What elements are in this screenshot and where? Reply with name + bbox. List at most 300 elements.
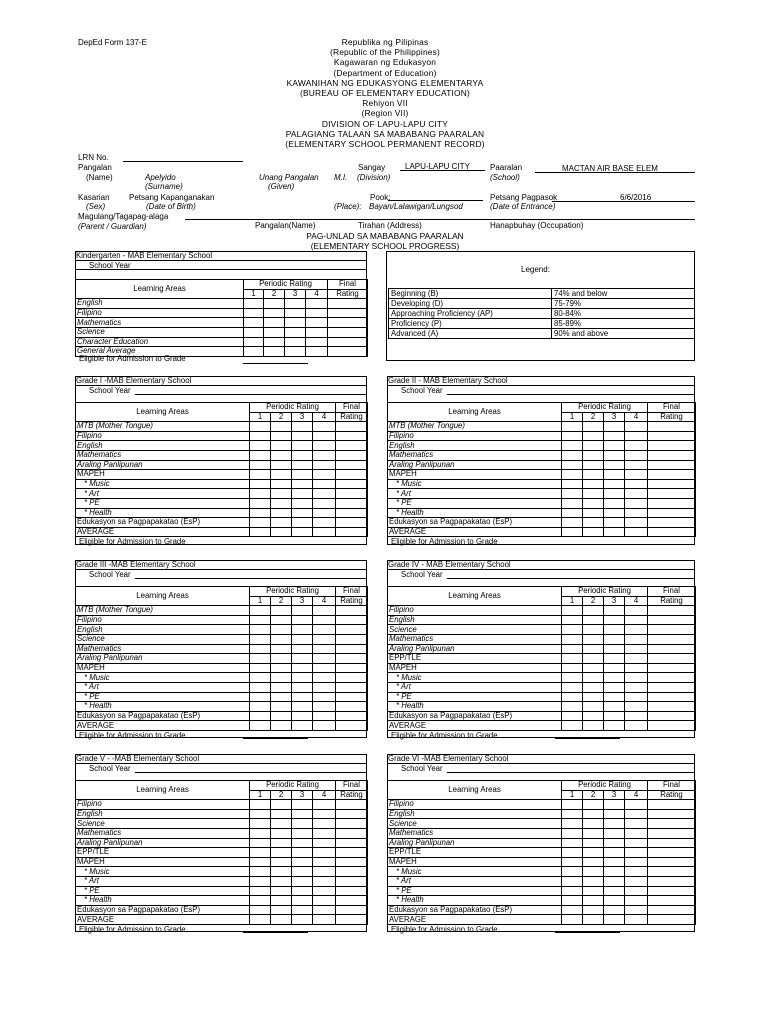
quarter-rating-cell[interactable] [583,886,604,896]
quarter-rating-cell[interactable] [313,470,336,480]
quarter-rating-cell[interactable] [562,441,583,451]
final-rating-cell[interactable] [328,337,368,347]
quarter-rating-cell[interactable] [250,721,271,731]
quarter-rating-cell[interactable] [313,625,336,635]
quarter-rating-cell[interactable] [313,682,336,692]
quarter-rating-cell[interactable] [313,809,336,819]
final-rating-cell[interactable] [648,615,696,625]
quarter-rating-cell[interactable] [583,721,604,731]
quarter-rating-cell[interactable] [625,654,648,664]
quarter-rating-cell[interactable] [250,654,271,664]
quarter-rating-cell[interactable] [625,809,648,819]
quarter-rating-cell[interactable] [244,337,264,347]
quarter-rating-cell[interactable] [625,905,648,915]
final-rating-cell[interactable] [336,441,368,451]
quarter-rating-cell[interactable] [604,422,625,432]
quarter-rating-cell[interactable] [583,663,604,673]
quarter-rating-cell[interactable] [583,682,604,692]
quarter-rating-cell[interactable] [604,838,625,848]
quarter-rating-cell[interactable] [250,692,271,702]
quarter-rating-cell[interactable] [250,625,271,635]
quarter-rating-cell[interactable] [562,896,583,906]
quarter-rating-cell[interactable] [604,508,625,518]
quarter-rating-cell[interactable] [625,518,648,528]
final-rating-cell[interactable] [648,606,696,616]
quarter-rating-cell[interactable] [292,673,313,683]
final-rating-cell[interactable] [336,431,368,441]
quarter-rating-cell[interactable] [292,809,313,819]
quarter-rating-cell[interactable] [313,460,336,470]
final-rating-cell[interactable] [336,711,368,721]
quarter-rating-cell[interactable] [562,682,583,692]
quarter-rating-cell[interactable] [250,441,271,451]
quarter-rating-cell[interactable] [313,886,336,896]
quarter-rating-cell[interactable] [313,422,336,432]
quarter-rating-cell[interactable] [604,800,625,810]
quarter-rating-cell[interactable] [285,347,306,357]
quarter-rating-cell[interactable] [625,450,648,460]
quarter-rating-cell[interactable] [313,876,336,886]
quarter-rating-cell[interactable] [562,634,583,644]
quarter-rating-cell[interactable] [250,896,271,906]
final-rating-cell[interactable] [648,422,696,432]
quarter-rating-cell[interactable] [625,828,648,838]
quarter-rating-cell[interactable] [271,682,292,692]
quarter-rating-cell[interactable] [244,318,264,328]
quarter-rating-cell[interactable] [562,422,583,432]
final-rating-cell[interactable] [648,654,696,664]
quarter-rating-cell[interactable] [562,692,583,702]
final-rating-cell[interactable] [336,654,368,664]
final-rating-cell[interactable] [336,896,368,906]
quarter-rating-cell[interactable] [313,857,336,867]
final-rating-cell[interactable] [648,905,696,915]
quarter-rating-cell[interactable] [604,896,625,906]
quarter-rating-cell[interactable] [583,508,604,518]
final-rating-cell[interactable] [336,606,368,616]
quarter-rating-cell[interactable] [625,886,648,896]
final-rating-cell[interactable] [648,431,696,441]
quarter-rating-cell[interactable] [583,431,604,441]
quarter-rating-cell[interactable] [604,644,625,654]
quarter-rating-cell[interactable] [583,625,604,635]
quarter-rating-cell[interactable] [250,915,271,925]
final-rating-cell[interactable] [648,800,696,810]
final-rating-cell[interactable] [648,498,696,508]
final-rating-cell[interactable] [336,682,368,692]
quarter-rating-cell[interactable] [604,518,625,528]
quarter-rating-cell[interactable] [292,915,313,925]
quarter-rating-cell[interactable] [250,663,271,673]
quarter-rating-cell[interactable] [250,673,271,683]
quarter-rating-cell[interactable] [562,838,583,848]
quarter-rating-cell[interactable] [271,905,292,915]
quarter-rating-cell[interactable] [271,711,292,721]
quarter-rating-cell[interactable] [625,682,648,692]
quarter-rating-cell[interactable] [562,809,583,819]
quarter-rating-cell[interactable] [271,800,292,810]
final-rating-cell[interactable] [648,876,696,886]
quarter-rating-cell[interactable] [250,905,271,915]
quarter-rating-cell[interactable] [264,327,285,337]
final-rating-cell[interactable] [336,422,368,432]
final-rating-cell[interactable] [648,518,696,528]
final-rating-cell[interactable] [328,347,368,357]
quarter-rating-cell[interactable] [625,702,648,712]
quarter-rating-cell[interactable] [271,702,292,712]
quarter-rating-cell[interactable] [604,615,625,625]
quarter-rating-cell[interactable] [292,470,313,480]
quarter-rating-cell[interactable] [285,299,306,309]
quarter-rating-cell[interactable] [271,508,292,518]
quarter-rating-cell[interactable] [604,431,625,441]
quarter-rating-cell[interactable] [625,606,648,616]
final-rating-cell[interactable] [648,441,696,451]
quarter-rating-cell[interactable] [250,460,271,470]
final-rating-cell[interactable] [336,470,368,480]
quarter-rating-cell[interactable] [271,460,292,470]
quarter-rating-cell[interactable] [625,508,648,518]
quarter-rating-cell[interactable] [313,489,336,499]
quarter-rating-cell[interactable] [313,615,336,625]
quarter-rating-cell[interactable] [285,318,306,328]
quarter-rating-cell[interactable] [562,489,583,499]
quarter-rating-cell[interactable] [313,702,336,712]
quarter-rating-cell[interactable] [292,896,313,906]
final-rating-cell[interactable] [336,644,368,654]
quarter-rating-cell[interactable] [271,692,292,702]
quarter-rating-cell[interactable] [625,431,648,441]
final-rating-cell[interactable] [328,308,368,318]
quarter-rating-cell[interactable] [583,905,604,915]
quarter-rating-cell[interactable] [271,634,292,644]
final-rating-cell[interactable] [336,867,368,877]
quarter-rating-cell[interactable] [583,422,604,432]
quarter-rating-cell[interactable] [583,848,604,858]
quarter-rating-cell[interactable] [625,848,648,858]
quarter-rating-cell[interactable] [604,857,625,867]
quarter-rating-cell[interactable] [250,848,271,858]
quarter-rating-cell[interactable] [562,800,583,810]
quarter-rating-cell[interactable] [583,489,604,499]
quarter-rating-cell[interactable] [562,508,583,518]
quarter-rating-cell[interactable] [313,819,336,829]
final-rating-cell[interactable] [336,634,368,644]
final-rating-cell[interactable] [336,915,368,925]
quarter-rating-cell[interactable] [625,663,648,673]
quarter-rating-cell[interactable] [583,634,604,644]
quarter-rating-cell[interactable] [604,809,625,819]
quarter-rating-cell[interactable] [250,682,271,692]
quarter-rating-cell[interactable] [313,838,336,848]
quarter-rating-cell[interactable] [583,606,604,616]
quarter-rating-cell[interactable] [313,663,336,673]
quarter-rating-cell[interactable] [562,654,583,664]
quarter-rating-cell[interactable] [250,479,271,489]
quarter-rating-cell[interactable] [604,876,625,886]
quarter-rating-cell[interactable] [583,479,604,489]
quarter-rating-cell[interactable] [292,479,313,489]
final-rating-cell[interactable] [648,711,696,721]
quarter-rating-cell[interactable] [271,450,292,460]
quarter-rating-cell[interactable] [271,828,292,838]
quarter-rating-cell[interactable] [250,422,271,432]
final-rating-cell[interactable] [648,838,696,848]
quarter-rating-cell[interactable] [271,663,292,673]
quarter-rating-cell[interactable] [250,606,271,616]
quarter-rating-cell[interactable] [625,470,648,480]
quarter-rating-cell[interactable] [562,857,583,867]
final-rating-cell[interactable] [336,489,368,499]
quarter-rating-cell[interactable] [306,308,328,318]
quarter-rating-cell[interactable] [604,489,625,499]
quarter-rating-cell[interactable] [271,431,292,441]
quarter-rating-cell[interactable] [264,299,285,309]
quarter-rating-cell[interactable] [250,828,271,838]
quarter-rating-cell[interactable] [292,615,313,625]
quarter-rating-cell[interactable] [292,828,313,838]
quarter-rating-cell[interactable] [625,460,648,470]
quarter-rating-cell[interactable] [583,673,604,683]
quarter-rating-cell[interactable] [604,460,625,470]
quarter-rating-cell[interactable] [292,905,313,915]
quarter-rating-cell[interactable] [313,721,336,731]
final-rating-cell[interactable] [336,527,368,537]
quarter-rating-cell[interactable] [271,644,292,654]
quarter-rating-cell[interactable] [271,518,292,528]
final-rating-cell[interactable] [648,819,696,829]
quarter-rating-cell[interactable] [313,441,336,451]
final-rating-cell[interactable] [648,896,696,906]
quarter-rating-cell[interactable] [604,450,625,460]
final-rating-cell[interactable] [648,682,696,692]
quarter-rating-cell[interactable] [604,527,625,537]
quarter-rating-cell[interactable] [625,800,648,810]
quarter-rating-cell[interactable] [604,915,625,925]
quarter-rating-cell[interactable] [250,470,271,480]
quarter-rating-cell[interactable] [313,711,336,721]
quarter-rating-cell[interactable] [292,498,313,508]
final-rating-cell[interactable] [336,838,368,848]
final-rating-cell[interactable] [648,508,696,518]
quarter-rating-cell[interactable] [562,867,583,877]
quarter-rating-cell[interactable] [625,692,648,702]
final-rating-cell[interactable] [336,828,368,838]
quarter-rating-cell[interactable] [625,838,648,848]
final-rating-cell[interactable] [648,915,696,925]
quarter-rating-cell[interactable] [604,634,625,644]
quarter-rating-cell[interactable] [625,915,648,925]
quarter-rating-cell[interactable] [562,615,583,625]
quarter-rating-cell[interactable] [625,498,648,508]
final-rating-cell[interactable] [336,479,368,489]
quarter-rating-cell[interactable] [292,431,313,441]
quarter-rating-cell[interactable] [285,308,306,318]
quarter-rating-cell[interactable] [583,441,604,451]
final-rating-cell[interactable] [648,867,696,877]
quarter-rating-cell[interactable] [271,915,292,925]
quarter-rating-cell[interactable] [604,498,625,508]
final-rating-cell[interactable] [336,721,368,731]
quarter-rating-cell[interactable] [583,450,604,460]
final-rating-cell[interactable] [328,327,368,337]
quarter-rating-cell[interactable] [250,867,271,877]
final-rating-cell[interactable] [648,479,696,489]
quarter-rating-cell[interactable] [583,527,604,537]
quarter-rating-cell[interactable] [625,527,648,537]
quarter-rating-cell[interactable] [562,644,583,654]
quarter-rating-cell[interactable] [562,606,583,616]
quarter-rating-cell[interactable] [562,431,583,441]
quarter-rating-cell[interactable] [271,615,292,625]
quarter-rating-cell[interactable] [562,673,583,683]
quarter-rating-cell[interactable] [285,327,306,337]
quarter-rating-cell[interactable] [271,654,292,664]
quarter-rating-cell[interactable] [604,886,625,896]
quarter-rating-cell[interactable] [250,518,271,528]
final-rating-cell[interactable] [336,905,368,915]
final-rating-cell[interactable] [648,470,696,480]
quarter-rating-cell[interactable] [292,692,313,702]
quarter-rating-cell[interactable] [313,644,336,654]
quarter-rating-cell[interactable] [292,450,313,460]
quarter-rating-cell[interactable] [625,721,648,731]
quarter-rating-cell[interactable] [264,308,285,318]
final-rating-cell[interactable] [336,460,368,470]
quarter-rating-cell[interactable] [625,634,648,644]
quarter-rating-cell[interactable] [625,673,648,683]
quarter-rating-cell[interactable] [583,654,604,664]
quarter-rating-cell[interactable] [292,460,313,470]
quarter-rating-cell[interactable] [271,809,292,819]
quarter-rating-cell[interactable] [244,327,264,337]
quarter-rating-cell[interactable] [306,318,328,328]
quarter-rating-cell[interactable] [306,337,328,347]
quarter-rating-cell[interactable] [583,838,604,848]
quarter-rating-cell[interactable] [313,450,336,460]
quarter-rating-cell[interactable] [562,876,583,886]
quarter-rating-cell[interactable] [271,606,292,616]
quarter-rating-cell[interactable] [250,508,271,518]
quarter-rating-cell[interactable] [271,422,292,432]
final-rating-cell[interactable] [648,450,696,460]
final-rating-cell[interactable] [336,692,368,702]
quarter-rating-cell[interactable] [313,431,336,441]
quarter-rating-cell[interactable] [271,819,292,829]
quarter-rating-cell[interactable] [583,498,604,508]
final-rating-cell[interactable] [336,518,368,528]
quarter-rating-cell[interactable] [604,470,625,480]
quarter-rating-cell[interactable] [313,673,336,683]
quarter-rating-cell[interactable] [583,644,604,654]
quarter-rating-cell[interactable] [313,508,336,518]
quarter-rating-cell[interactable] [583,809,604,819]
quarter-rating-cell[interactable] [292,654,313,664]
final-rating-cell[interactable] [336,498,368,508]
quarter-rating-cell[interactable] [250,702,271,712]
final-rating-cell[interactable] [336,663,368,673]
quarter-rating-cell[interactable] [583,915,604,925]
quarter-rating-cell[interactable] [292,711,313,721]
quarter-rating-cell[interactable] [625,422,648,432]
quarter-rating-cell[interactable] [562,527,583,537]
quarter-rating-cell[interactable] [271,838,292,848]
quarter-rating-cell[interactable] [625,625,648,635]
final-rating-cell[interactable] [648,692,696,702]
final-rating-cell[interactable] [648,460,696,470]
quarter-rating-cell[interactable] [292,625,313,635]
quarter-rating-cell[interactable] [604,905,625,915]
quarter-rating-cell[interactable] [250,450,271,460]
quarter-rating-cell[interactable] [250,809,271,819]
final-rating-cell[interactable] [648,809,696,819]
quarter-rating-cell[interactable] [292,876,313,886]
final-rating-cell[interactable] [336,508,368,518]
final-rating-cell[interactable] [336,702,368,712]
quarter-rating-cell[interactable] [562,886,583,896]
quarter-rating-cell[interactable] [583,896,604,906]
final-rating-cell[interactable] [648,634,696,644]
quarter-rating-cell[interactable] [625,479,648,489]
final-rating-cell[interactable] [336,800,368,810]
quarter-rating-cell[interactable] [292,606,313,616]
quarter-rating-cell[interactable] [292,634,313,644]
quarter-rating-cell[interactable] [313,527,336,537]
quarter-rating-cell[interactable] [625,441,648,451]
quarter-rating-cell[interactable] [583,867,604,877]
quarter-rating-cell[interactable] [583,876,604,886]
quarter-rating-cell[interactable] [292,800,313,810]
quarter-rating-cell[interactable] [313,867,336,877]
quarter-rating-cell[interactable] [244,299,264,309]
final-rating-cell[interactable] [336,876,368,886]
quarter-rating-cell[interactable] [625,819,648,829]
quarter-rating-cell[interactable] [264,318,285,328]
quarter-rating-cell[interactable] [583,518,604,528]
quarter-rating-cell[interactable] [313,800,336,810]
quarter-rating-cell[interactable] [583,470,604,480]
quarter-rating-cell[interactable] [562,915,583,925]
quarter-rating-cell[interactable] [562,518,583,528]
quarter-rating-cell[interactable] [313,498,336,508]
quarter-rating-cell[interactable] [271,470,292,480]
quarter-rating-cell[interactable] [604,819,625,829]
quarter-rating-cell[interactable] [604,692,625,702]
quarter-rating-cell[interactable] [250,857,271,867]
quarter-rating-cell[interactable] [583,819,604,829]
quarter-rating-cell[interactable] [604,606,625,616]
quarter-rating-cell[interactable] [604,828,625,838]
final-rating-cell[interactable] [336,857,368,867]
quarter-rating-cell[interactable] [292,721,313,731]
quarter-rating-cell[interactable] [604,663,625,673]
quarter-rating-cell[interactable] [292,819,313,829]
quarter-rating-cell[interactable] [292,508,313,518]
quarter-rating-cell[interactable] [250,527,271,537]
quarter-rating-cell[interactable] [583,711,604,721]
quarter-rating-cell[interactable] [313,518,336,528]
quarter-rating-cell[interactable] [264,337,285,347]
final-rating-cell[interactable] [648,886,696,896]
quarter-rating-cell[interactable] [313,905,336,915]
quarter-rating-cell[interactable] [625,876,648,886]
quarter-rating-cell[interactable] [271,721,292,731]
quarter-rating-cell[interactable] [562,905,583,915]
quarter-rating-cell[interactable] [583,702,604,712]
quarter-rating-cell[interactable] [313,828,336,838]
quarter-rating-cell[interactable] [562,470,583,480]
final-rating-cell[interactable] [648,857,696,867]
